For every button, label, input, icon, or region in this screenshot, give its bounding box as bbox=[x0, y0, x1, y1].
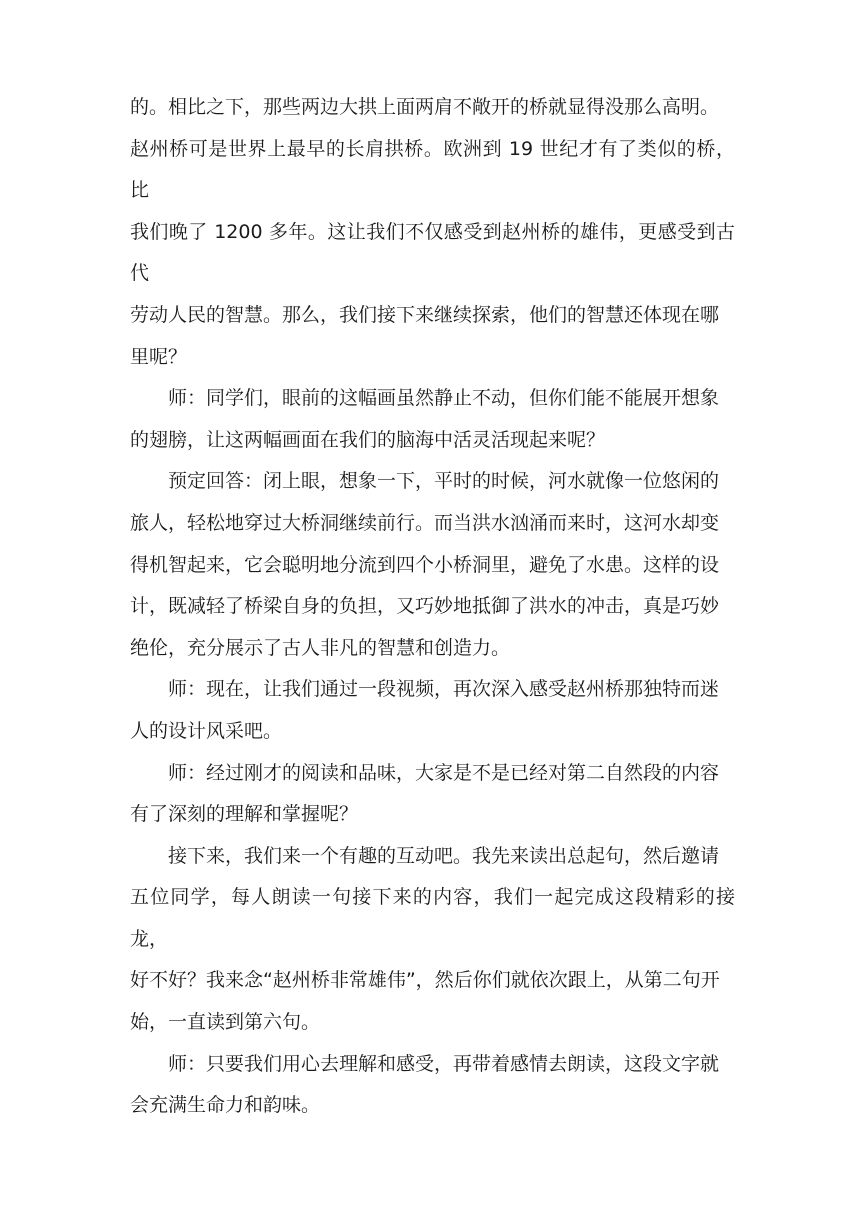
text-line: 师：现在，让我们通过一段视频，再次深入感受赵州桥那独特而迷 bbox=[168, 678, 720, 701]
text-line: 计，既减轻了桥梁自身的负担，又巧妙地抵御了洪水的冲击，真是巧妙 bbox=[130, 595, 720, 618]
text-line: 师：同学们，眼前的这幅画虽然静止不动，但你们能不能展开想象 bbox=[168, 387, 720, 410]
text-line: 的翅膀，让这两幅画面在我们的脑海中活灵活现起来呢？ bbox=[130, 428, 606, 451]
text-line: 我们晚了 1200 多年。这让我们不仅感受到赵州桥的雄伟，更感受到古代 bbox=[130, 220, 735, 285]
text-line: 有了深刻的理解和掌握呢？ bbox=[130, 803, 359, 826]
text-line: 旅人，轻松地穿过大桥洞继续前行。而当洪水汹涌而来时，这河水却变 bbox=[130, 511, 720, 534]
paragraph-1 bbox=[130, 87, 735, 378]
text-line: 里呢？ bbox=[130, 345, 188, 368]
paragraph-2 bbox=[130, 378, 735, 461]
paragraph-3 bbox=[130, 461, 735, 669]
text-line: 始，一直读到第六句。 bbox=[130, 1011, 321, 1034]
text-line: 人的设计风采吧。 bbox=[130, 719, 283, 742]
text-line: 的。相比之下，那些两边大拱上面两肩不敞开的桥就显得没那么高明。 bbox=[130, 96, 720, 118]
paragraph-4 bbox=[130, 669, 735, 752]
text-line: 师：只要我们用心去理解和感受，再带着感情去朗读，这段文字就 bbox=[168, 1052, 720, 1075]
text-line: 预定回答：闭上眼，想象一下，平时的时候，河水就像一位悠闲的 bbox=[168, 470, 720, 493]
paragraph-6 bbox=[130, 836, 735, 1044]
text-line: 师：经过刚才的阅读和品味，大家是不是已经对第二自然段的内容 bbox=[168, 761, 720, 784]
text-line: 好不好？我来念“赵州桥非常雄伟”，然后你们就依次跟上，从第二句开 bbox=[130, 969, 720, 992]
paragraph-7 bbox=[130, 1044, 735, 1127]
text-line: 五位同学，每人朗读一句接下来的内容，我们一起完成这段精彩的接龙， bbox=[130, 886, 735, 950]
text-line: 接下来，我们来一个有趣的互动吧。我先来读出总起句，然后邀请 bbox=[168, 844, 720, 867]
text-line: 得机智起来，它会聪明地分流到四个小桥洞里，避免了水患。这样的设 bbox=[130, 553, 720, 576]
text-line: 会充满生命力和韵味。 bbox=[130, 1094, 321, 1117]
text-line: 劳动人民的智慧。那么，我们接下来继续探索，他们的智慧还体现在哪 bbox=[130, 303, 720, 326]
text-line: 赵州桥可是世界上最早的长肩拱桥。欧洲到 19 世纪才有了类似的桥，比 bbox=[130, 137, 735, 202]
paragraph-5 bbox=[130, 753, 735, 836]
text-line: 绝伦，充分展示了古人非凡的智慧和创造力。 bbox=[130, 636, 511, 659]
